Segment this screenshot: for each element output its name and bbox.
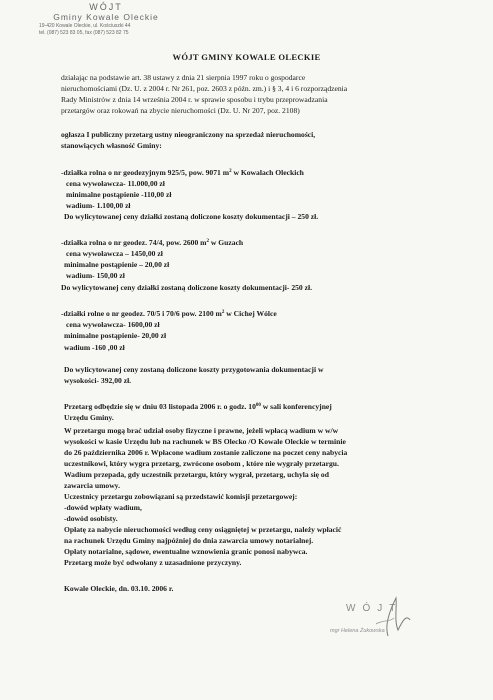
plot3-heading (61, 309, 277, 320)
rules-line-8: -dowód wpłaty wadium, (64, 503, 142, 512)
meeting-venue: w sali konferencyjnej (260, 402, 332, 411)
plot1-heading-location: w Kowalach Oleckich (231, 168, 304, 177)
plot2-heading-sup: 2 (206, 239, 209, 244)
document-title: WÓJT GMINY KOWALE OLECKIE (172, 52, 321, 62)
announce-line-2: stanowiących własność Gminy: (61, 141, 162, 150)
signature-name: mgr Helena Żukowska (330, 628, 385, 634)
stamp-office: Gminy Kowale Oleckie (53, 12, 159, 22)
plot3-heading-sup: 2 (221, 310, 225, 315)
rules-line-2: wysokości w kasie Urzędu lub na rachunek w BS Olecko /O Kowale Oleckie w terminie (64, 437, 346, 446)
rules-line-13: Przetarg może być odwołany z uzasadnione przyczyny. (64, 558, 242, 567)
plot2-heading-text: -działka rolna o nr geodez. 74/4, pow. 2600 m (61, 238, 207, 247)
rules-line-10: Opłatę za nabycie nieruchomości według ceny osiągniętej w przetargu, należy wpłacić (64, 525, 342, 534)
intro-line-3: Rady Ministrów z dnia 14 września 2004 r. w sprawie sposobu i trybu przeprowadzania (61, 95, 328, 104)
rules-line-12: Opłaty notarialne, sądowe, ewentualne wznowienia granic ponosi nabywca. (64, 547, 308, 556)
plot1-heading (61, 168, 304, 179)
plot2-min-step: minimalne postąpienie – 20,00 zł (64, 260, 170, 269)
rules-line-5: Wadium przepada, gdy uczestnik przetargu, który wygrał, przetarg, uchyla się od (64, 470, 329, 479)
office-stamp (41, 2, 171, 37)
plot1-costs: Do wylicytowanej ceny działki zostaną doliczone koszty dokumentacji – 250 zł. (64, 212, 319, 221)
plot3-costs-line-1: Do wylicytowanej ceny zostaną doliczone koszty przygotowania dokumentacji w (64, 365, 324, 374)
stamp-phone: tel. (087) 523 83 05, fax (087) 523 82 75 (39, 30, 129, 36)
plot1-heading-sup: 2 (229, 169, 232, 174)
plot2-heading (61, 238, 243, 249)
stamp-address: 19-420 Kowale Oleckie, ul. Kościuszki 44 (39, 23, 131, 29)
plot1-min-step: minimalne postąpienie -110,00 zł (66, 190, 172, 199)
intro-line-2: nieruchomościami (Dz. U. z 2004 r. Nr 261, poz. 2603 z późn. zm.) i § 3, 4 i 6 rozporządzenia (61, 84, 348, 93)
plot3-deposit: wadium -160 ,00 zł (64, 343, 125, 352)
meeting-time-sup: 00 (255, 403, 261, 408)
rules-line-6: zawarcia umowy. (64, 481, 120, 490)
meeting-line-2: Urzędu Gminy. (64, 413, 114, 422)
plot2-heading-location: w Guzach (208, 238, 244, 247)
rules-line-9: -dowód osobisty. (64, 514, 118, 523)
signature-title: WÓJT (346, 603, 403, 614)
plot1-deposit: wadium- 1.100,00 zł (66, 201, 131, 210)
meeting-line-1 (64, 402, 332, 413)
date-line: Kowale Oleckie, dn. 03.10. 2006 r. (64, 584, 174, 593)
meeting-date-text: Przetarg odbędzie się w dniu 03 listopada 2006 r. o godz. 10 (64, 402, 256, 411)
plot3-min-step: minimalne postąpienie- 20,00 zł (64, 331, 167, 340)
rules-line-3: do 26 października 2006 r. Wpłacone wadium zostanie zaliczone na poczet ceny nabycia (64, 448, 348, 457)
plot2-deposit: wadium- 150,00 zł (66, 271, 125, 280)
rules-line-11: na rachunek Urzędu Gminy najpóźniej do dnia zawarcia umowy notarialnej. (64, 536, 314, 545)
rules-line-4: uczestnikowi, który wygra przetarg, zwrócone osobom , które nie wygrały przetargu. (64, 459, 339, 468)
plot1-heading-text: -działka rolna o nr geodezyjnym 925/5, pow. 9071 m (61, 168, 230, 177)
rules-line-1: W przetargu mogą brać udział osoby fizyczne i prawne, jeżeli wpłacą wadium w w/w (64, 426, 339, 435)
plot2-price: cena wywoławcza – 1450,00 zł (66, 249, 163, 258)
signature-stamp (330, 594, 446, 644)
announce-line-1: ogłasza I publiczny przetarg ustny nieograniczony na sprzedaż nieruchomości, (61, 130, 316, 139)
plot3-heading-location: w Cichej Wólce (224, 309, 277, 318)
rules-line-7: Uczestnicy przetargu zobowiązani są przedstawić komisji przetargowej: (64, 492, 298, 501)
signature-stroke (376, 618, 394, 624)
plot1-price: cena wywoławcza- 11.000,00 zł (66, 179, 165, 188)
plot3-costs-line-2: wysokości- 392,00 zł. (64, 376, 132, 385)
plot2-costs: Do wylicytowanej ceny działki zostaną doliczone koszty dokumentacji- 250 zł. (61, 283, 312, 292)
plot3-heading-text: -działki rolne o nr geodez. 70/5 i 70/6 pow. 2100 m (61, 309, 222, 318)
stamp-title: WÓJT (89, 2, 123, 12)
plot3-price: cena wywoławcza- 1600,00 zł (66, 320, 160, 329)
intro-line-4: przetargów oraz rokowań na zbycie nieruchomości (Dz. U. Nr 207, poz. 2108) (61, 106, 300, 115)
intro-line-1: działając na podstawie art. 38 ustawy z dnia 21 sierpnia 1997 roku o gospodarce (61, 73, 306, 82)
